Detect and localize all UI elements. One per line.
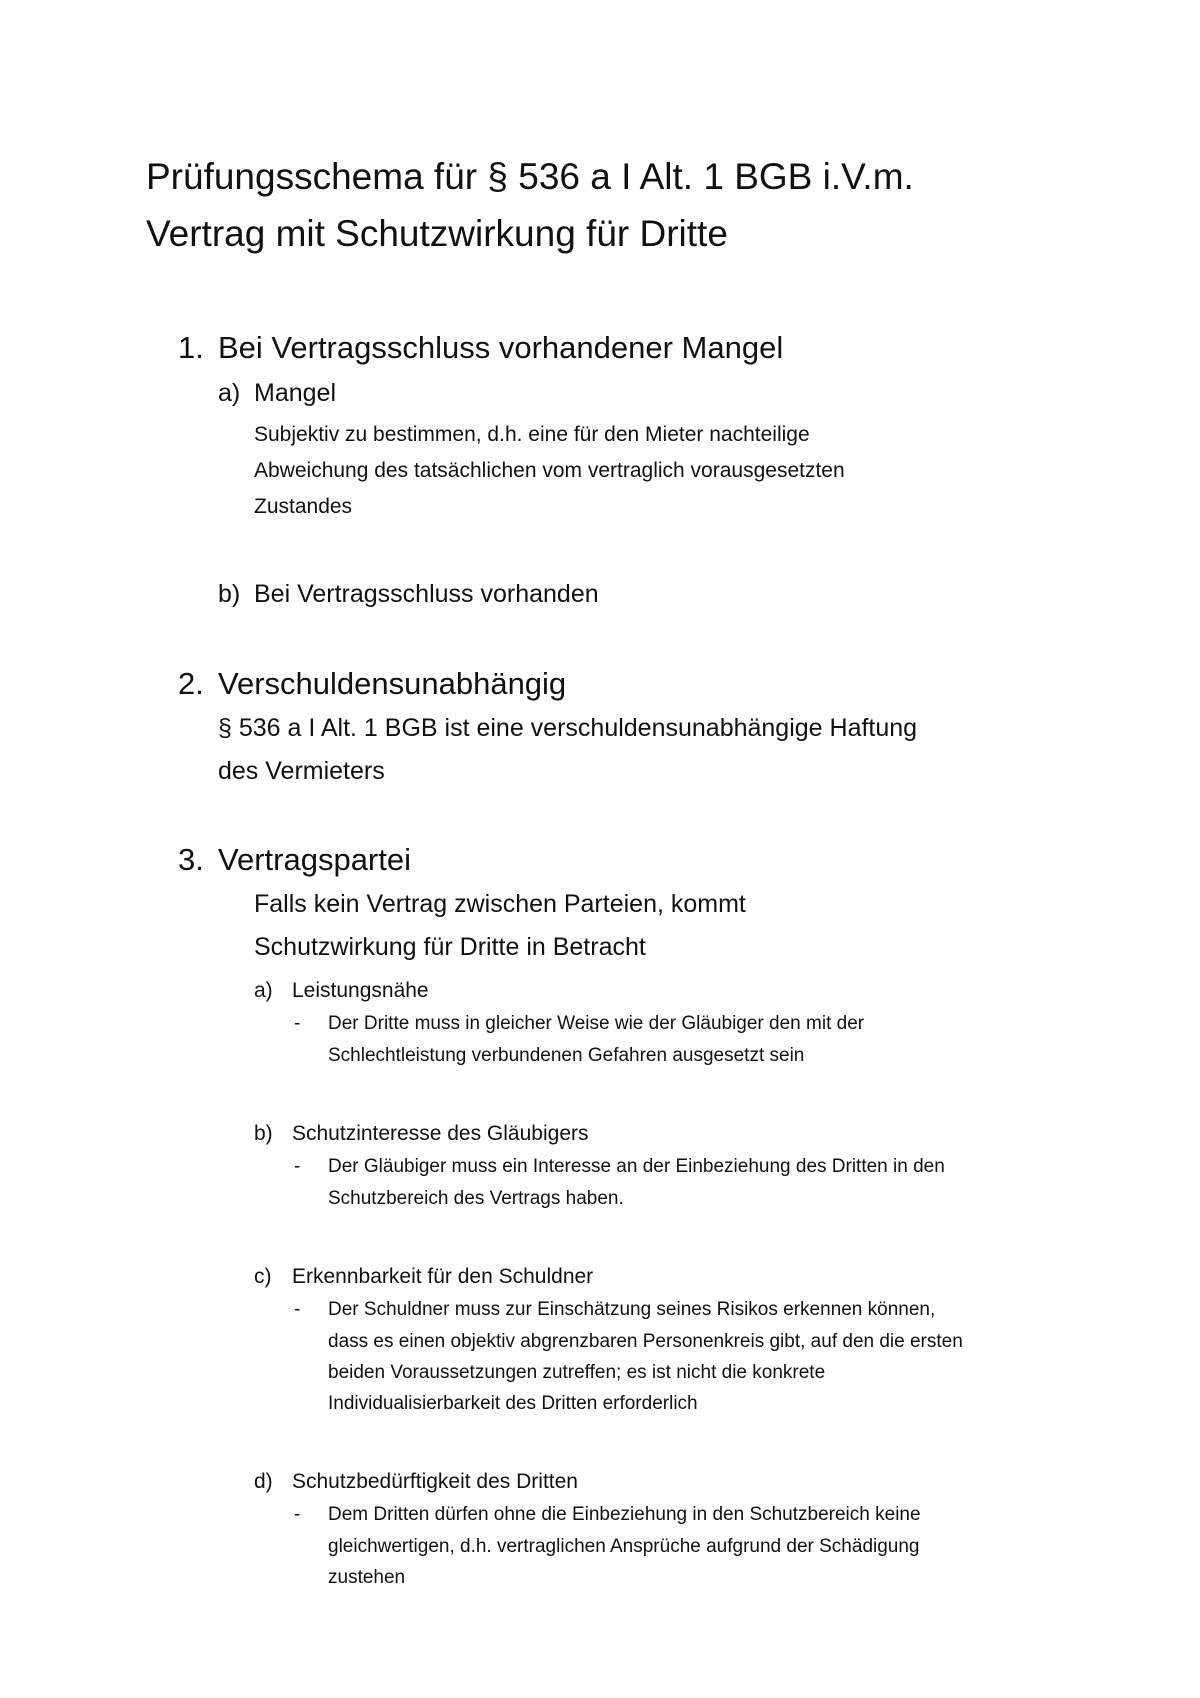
section-1-number: 1. xyxy=(178,330,204,365)
section-1-heading: Bei Vertragsschluss vorhandener Mangel xyxy=(218,330,784,365)
section-3d-marker: d) xyxy=(254,1470,273,1493)
section-3c-marker: c) xyxy=(254,1265,272,1288)
section-3c-text-line-4: Individualisierbarkeit des Dritten erforderlich xyxy=(328,1393,698,1414)
title-line-1: Prüfungsschema für § 536 a I Alt. 1 BGB i.V.m. xyxy=(146,156,914,197)
section-3-intro-line-2: Schutzwirkung für Dritte in Betracht xyxy=(254,933,646,961)
section-2-text-line-1: § 536 a I Alt. 1 BGB ist eine verschuldensunabhängige Haftung xyxy=(218,714,918,742)
section-1b-heading: Bei Vertragsschluss vorhanden xyxy=(254,580,599,608)
section-1a-heading: Mangel xyxy=(254,379,336,407)
section-3d-heading: Schutzbedürftigkeit des Dritten xyxy=(292,1470,578,1493)
section-3a-marker: a) xyxy=(254,979,273,1002)
section-3b-heading: Schutzinteresse des Gläubigers xyxy=(292,1122,589,1145)
section-3d-text-line-1: Dem Dritten dürfen ohne die Einbeziehung in den Schutzbereich keine xyxy=(328,1504,921,1525)
section-2-heading: Verschuldensunabhängig xyxy=(218,666,567,701)
title-line-2: Vertrag mit Schutzwirkung für Dritte xyxy=(146,213,728,254)
section-3a-bullet: - xyxy=(294,1013,301,1034)
section-2-text-line-2: des Vermieters xyxy=(218,757,385,785)
section-3b-marker: b) xyxy=(254,1122,273,1145)
section-3c-text-line-3: beiden Voraussetzungen zutreffen; es ist nicht die konkrete xyxy=(328,1362,826,1383)
section-3b-bullet: - xyxy=(294,1156,301,1177)
section-3c-heading: Erkennbarkeit für den Schuldner xyxy=(292,1265,594,1288)
section-3c-text-line-2: dass es einen objektiv abgrenzbaren Personenkreis gibt, auf den die ersten xyxy=(328,1331,963,1352)
section-3d-text-line-2: gleichwertigen, d.h. vertraglichen Ansprüche aufgrund der Schädigung xyxy=(328,1536,920,1557)
section-3c-text-line-1: Der Schuldner muss zur Einschätzung seines Risikos erkennen können, xyxy=(328,1299,936,1320)
section-1a-text-line-1: Subjektiv zu bestimmen, d.h. eine für den Mieter nachteilige xyxy=(254,423,810,446)
section-3-intro-line-1: Falls kein Vertrag zwischen Parteien, kommt xyxy=(254,890,746,918)
section-3-number: 3. xyxy=(178,842,204,877)
section-1b-marker: b) xyxy=(218,580,241,608)
section-3d-text-line-3: zustehen xyxy=(328,1567,406,1588)
section-3b-text-line-2: Schutzbereich des Vertrags haben. xyxy=(328,1188,624,1209)
section-1a-text-line-3: Zustandes xyxy=(254,495,353,518)
section-3c-bullet: - xyxy=(294,1299,301,1320)
section-3a-text-line-2: Schlechtleistung verbundenen Gefahren ausgesetzt sein xyxy=(328,1045,805,1066)
section-3-heading: Vertragspartei xyxy=(218,842,411,877)
section-3a-text-line-1: Der Dritte muss in gleicher Weise wie der Gläubiger den mit der xyxy=(328,1013,865,1034)
document-title xyxy=(146,148,1106,262)
section-3b-text-line-1: Der Gläubiger muss ein Interesse an der Einbeziehung des Dritten in den xyxy=(328,1156,945,1177)
section-3d-bullet: - xyxy=(294,1504,301,1525)
section-2-number: 2. xyxy=(178,666,204,701)
section-1a-text-line-2: Abweichung des tatsächlichen vom vertraglich vorausgesetzten xyxy=(254,459,845,482)
section-1a-marker: a) xyxy=(218,379,241,407)
section-3a-heading: Leistungsnähe xyxy=(292,979,429,1002)
